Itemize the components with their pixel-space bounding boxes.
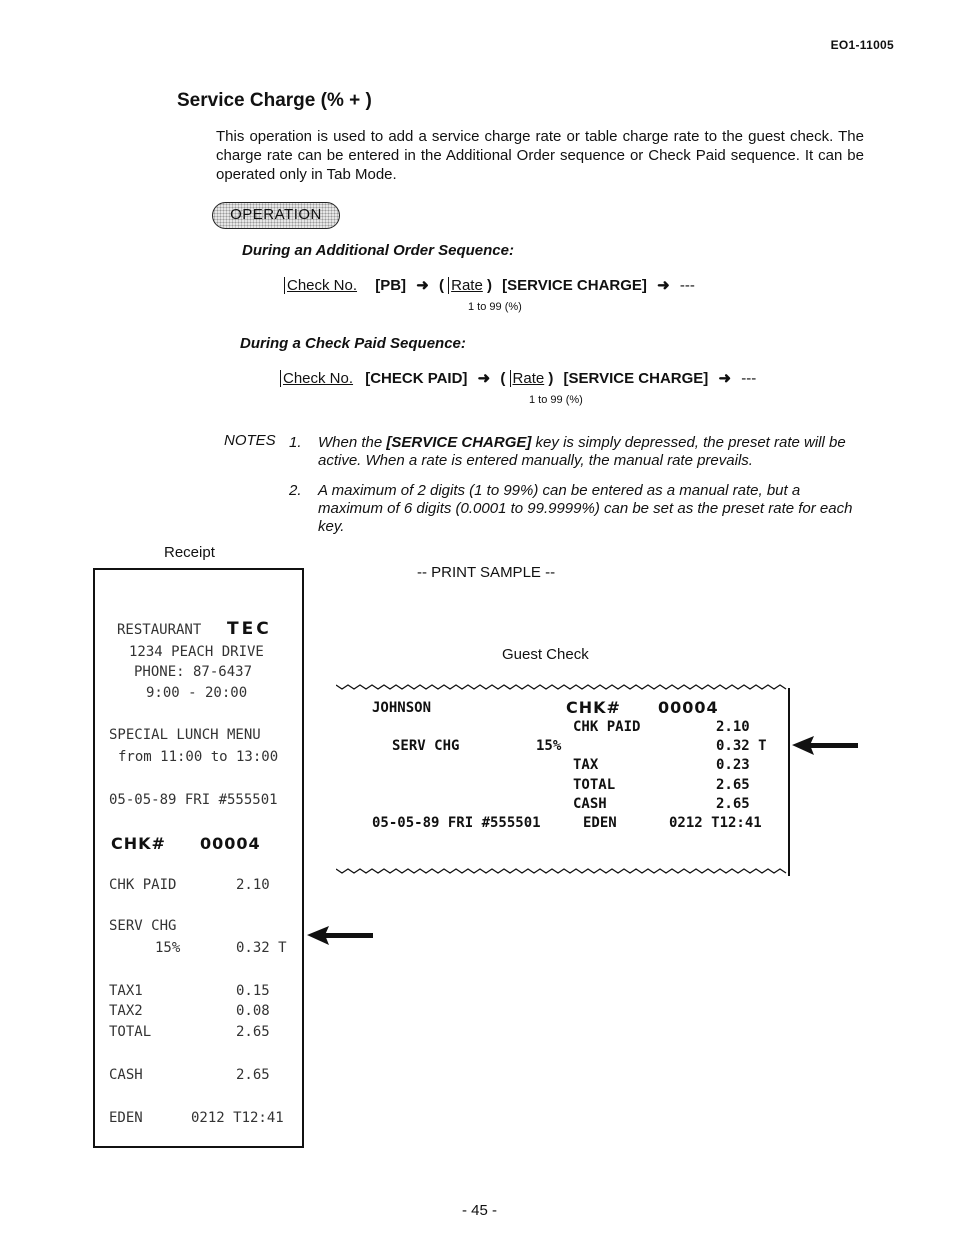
guest-cash-value: 2.65 <box>716 796 750 812</box>
guest-chk-label: CHK# <box>566 698 621 717</box>
guest-clerk: EDEN <box>583 815 617 831</box>
receipt-chk-no: 00004 <box>200 834 261 853</box>
receipt-store-prefix: RESTAURANT <box>117 622 202 638</box>
guest-chk-paid-label: CHK PAID <box>573 719 641 735</box>
note-1-key: [SERVICE CHARGE] <box>386 434 532 451</box>
guest-serv-chg-label: SERV CHG <box>392 738 460 754</box>
seq1-paren-close: ) <box>486 277 492 294</box>
note-1-pre: When the <box>318 434 387 451</box>
receipt-label: Receipt <box>164 544 215 561</box>
seq1-tail: --- <box>679 277 695 294</box>
receipt-serv-value: 0.32 T <box>236 940 287 956</box>
arrow-icon: ➜ <box>657 277 670 294</box>
guest-tax-value: 0.23 <box>716 757 750 773</box>
seq2-heading: During a Check Paid Sequence: <box>240 335 466 352</box>
receipt-hours: 9:00 - 20:00 <box>146 685 248 701</box>
receipt-chk-paid-label: CHK PAID <box>109 877 177 893</box>
note-2: A maximum of 2 digits (1 to 99%) can be entered as a manual rate, but a maximum of 6 digits (0.0001 to 99.9999%) can be set as the preset rate for each key. <box>318 482 853 535</box>
guest-total-label: TOTAL <box>573 777 616 793</box>
receipt-serv-chg-label: SERV CHG <box>109 918 177 934</box>
guest-chk-paid-value: 2.10 <box>716 719 750 735</box>
guest-footer: 0212 T12:41 <box>669 815 762 831</box>
guest-name: JOHNSON <box>372 700 432 716</box>
arrow-icon: ➜ <box>477 370 491 387</box>
seq2-range: 1 to 99 (%) <box>529 394 583 406</box>
document-id: EO1-11005 <box>830 38 894 52</box>
receipt-tax2-label: TAX2 <box>109 1003 143 1019</box>
receipt-address: 1234 PEACH DRIVE <box>129 644 264 660</box>
notes-label: NOTES <box>224 432 276 449</box>
receipt-tax1-value: 0.15 <box>236 983 270 999</box>
operation-badge: OPERATION <box>212 202 340 229</box>
seq2-key-service-charge: [SERVICE CHARGE] <box>563 370 709 387</box>
guest-chk-no: 00004 <box>658 698 719 717</box>
receipt-menu-time: from 11:00 to 13:00 <box>118 749 279 765</box>
guest-cash-label: CASH <box>573 796 607 812</box>
guest-tax-label: TAX <box>573 757 599 773</box>
guest-serv-value: 0.32 T <box>716 738 767 754</box>
left-arrow-icon <box>305 924 375 948</box>
receipt-footer: 0212 T12:41 <box>191 1110 284 1126</box>
seq2-tail: --- <box>741 370 757 387</box>
print-sample-label: -- PRINT SAMPLE -- <box>417 564 556 581</box>
arrow-icon: ➜ <box>718 370 732 387</box>
seq1-heading: During an Additional Order Sequence: <box>242 242 514 259</box>
seq1-key-pb: [PB] <box>375 277 407 294</box>
receipt-cash-label: CASH <box>109 1067 143 1083</box>
page-number: - 45 - <box>462 1202 498 1219</box>
note-1-number: 1. <box>289 434 302 451</box>
seq2-check-no: Check No. <box>280 370 353 387</box>
seq2-line <box>280 369 756 387</box>
receipt-store-brand: TEC <box>227 619 272 639</box>
note-1 <box>318 434 866 470</box>
seq1-line <box>284 276 695 294</box>
receipt-tax1-label: TAX1 <box>109 983 143 999</box>
receipt-total-label: TOTAL <box>109 1024 152 1040</box>
seq2-paren-open: ( <box>500 370 506 387</box>
receipt-cash-value: 2.65 <box>236 1067 270 1083</box>
receipt-serv-rate: 15% <box>155 940 181 956</box>
receipt-chk-label: CHK# <box>111 834 166 853</box>
seq2-paren-close: ) <box>548 370 554 387</box>
seq2-key-check-paid: [CHECK PAID] <box>365 370 468 387</box>
receipt-menu: SPECIAL LUNCH MENU <box>109 727 261 743</box>
seq1-range: 1 to 99 (%) <box>468 301 522 313</box>
intro-paragraph: This operation is used to add a service charge rate or table charge rate to the guest check. The charge rate can be entered in the Additional Order sequence or Check Paid sequence. It can be operated only in Tab Mode. <box>216 128 864 183</box>
guest-check-right-edge <box>788 688 790 876</box>
guest-check-label: Guest Check <box>502 646 589 663</box>
receipt-phone: PHONE: 87-6437 <box>134 664 253 680</box>
seq1-key-service-charge: [SERVICE CHARGE] <box>502 277 647 294</box>
guest-total-value: 2.65 <box>716 777 750 793</box>
guest-check-top-edge <box>336 680 792 694</box>
guest-check-bottom-edge <box>336 864 792 878</box>
seq1-check-no: Check No. <box>284 277 357 294</box>
seq1-paren-open: ( <box>438 277 444 294</box>
receipt-clerk: EDEN <box>109 1110 143 1126</box>
guest-date-line: 05-05-89 FRI #555501 <box>372 815 541 831</box>
arrow-icon: ➜ <box>416 277 429 294</box>
note-2-number: 2. <box>289 482 302 499</box>
receipt-date-line: 05-05-89 FRI #555501 <box>109 792 278 808</box>
note-1-post: key is simply depressed, the preset rate will be active. When a rate is entered manually, the manual rate prevails. <box>318 434 846 469</box>
receipt-total-value: 2.65 <box>236 1024 270 1040</box>
receipt-tax2-value: 0.08 <box>236 1003 270 1019</box>
receipt-chk-paid-value: 2.10 <box>236 877 270 893</box>
seq2-rate: Rate <box>510 370 545 387</box>
section-title: Service Charge (% + ) <box>177 90 372 111</box>
seq1-rate: Rate <box>448 277 483 294</box>
left-arrow-icon <box>790 734 860 758</box>
guest-serv-rate: 15% <box>536 738 562 754</box>
